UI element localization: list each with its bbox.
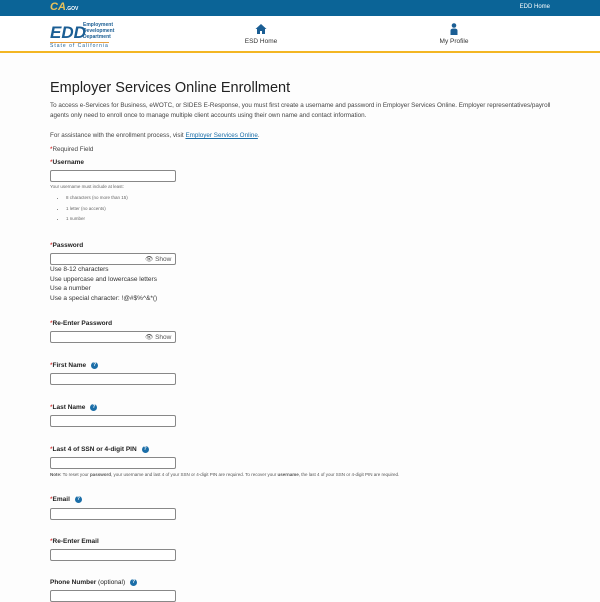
last-name-label: *Last Name ? bbox=[50, 404, 96, 412]
intro-text: To access e-Services for Business, eWOTC, or SIDES E-Response, you must first create a username and password in Employer Services Online. Employer representatives/payroll agents only need to enroll once to manage multiple client accounts using their own name and contact information. bbox=[50, 102, 551, 119]
dept-line: Employment bbox=[83, 22, 114, 28]
username-input[interactable] bbox=[50, 170, 176, 182]
top-bar bbox=[0, 0, 600, 16]
rule-item: • 1 number bbox=[66, 214, 128, 225]
home-icon bbox=[255, 23, 267, 35]
period: . bbox=[257, 132, 260, 139]
show-label: Show bbox=[155, 334, 172, 341]
label-text: Username bbox=[52, 159, 84, 166]
label-text: Password bbox=[52, 242, 84, 249]
logo-sub: .GOV bbox=[65, 6, 79, 12]
nav-esd-home[interactable] bbox=[240, 23, 282, 45]
email-input[interactable] bbox=[50, 508, 176, 520]
help-icon[interactable]: ? bbox=[92, 404, 96, 410]
show-password-button[interactable] bbox=[145, 255, 171, 263]
required-text: Required Field bbox=[52, 146, 94, 153]
email-label: *Email ? bbox=[50, 496, 80, 504]
show-label: Show bbox=[155, 256, 172, 263]
user-icon bbox=[448, 23, 460, 35]
username-label: *Username bbox=[50, 159, 84, 166]
note-text bbox=[50, 472, 570, 477]
note-bold: password bbox=[89, 472, 111, 477]
header bbox=[0, 16, 600, 53]
ssn-input[interactable] bbox=[50, 457, 176, 469]
note-prefix: Note: bbox=[50, 472, 62, 477]
rule-item: • 1 letter (no accents) bbox=[66, 204, 128, 215]
note-bold: username bbox=[277, 472, 299, 477]
nav-my-profile[interactable] bbox=[432, 23, 476, 45]
eye-icon: 👁 bbox=[145, 334, 154, 341]
last-name-input[interactable] bbox=[50, 415, 176, 427]
help-icon[interactable]: ? bbox=[132, 579, 136, 585]
reenter-password-label: *Re-Enter Password bbox=[50, 320, 113, 327]
ssn-label: *Last 4 of SSN or 4-digit PIN ? bbox=[50, 446, 147, 454]
rule-item: Use a number bbox=[50, 285, 91, 292]
reenter-email-input[interactable] bbox=[50, 549, 176, 561]
label-text: Re-Enter Email bbox=[52, 538, 99, 545]
employer-services-link[interactable]: Employer Services Online bbox=[185, 132, 258, 139]
logo-text: EDD bbox=[50, 23, 86, 42]
page-title: Employer Services Online Enrollment bbox=[50, 80, 291, 96]
dept-line: Department bbox=[83, 34, 111, 40]
eye-icon: 👁 bbox=[145, 256, 154, 263]
label-text: Phone Number bbox=[50, 579, 97, 587]
note-part: , your username and last 4 of your SSN or 4-digit PIN are required. To recover your bbox=[110, 472, 278, 477]
rule-item: Use uppercase and lowercase letters bbox=[50, 275, 157, 283]
logo-text: CA bbox=[50, 1, 66, 13]
logo-state: State of California bbox=[50, 43, 109, 49]
label-text: Email bbox=[52, 496, 70, 504]
note-part: To reset your bbox=[61, 472, 90, 477]
edd-logo[interactable] bbox=[50, 21, 120, 49]
phone-input[interactable] bbox=[50, 590, 176, 602]
reenter-email-label: *Re-Enter Email bbox=[50, 538, 99, 545]
required-note: *Required Field bbox=[50, 146, 94, 153]
optional-text: (optional) bbox=[98, 579, 126, 587]
username-rules bbox=[60, 193, 128, 225]
rule-item: Use 8-12 characters bbox=[50, 266, 109, 273]
assist-text bbox=[50, 131, 570, 141]
first-name-input[interactable] bbox=[50, 373, 176, 385]
password-rules bbox=[50, 265, 157, 303]
password-label: *Password bbox=[50, 242, 84, 249]
label-text: Last Name bbox=[52, 404, 86, 412]
rule-item: Use a special character: !@#$%^&*() bbox=[50, 294, 158, 302]
assist-label: For assistance with the enrollment process, visit bbox=[50, 132, 186, 139]
logo-dept bbox=[83, 22, 114, 40]
username-help: Your username must include at least: bbox=[50, 184, 124, 189]
dept-line: Development bbox=[83, 28, 115, 34]
label-text: Last 4 of SSN or 4-digit PIN bbox=[52, 446, 137, 454]
label-text: First Name bbox=[52, 362, 87, 370]
note-part: , the last 4 of your SSN or 4-digit PIN are required. bbox=[298, 472, 400, 477]
help-icon[interactable]: ? bbox=[76, 496, 80, 502]
nav-label: My Profile bbox=[439, 38, 469, 45]
label-text: Re-Enter Password bbox=[52, 320, 113, 327]
edd-home-link[interactable]: EDD Home bbox=[519, 4, 550, 10]
ca-gov-logo[interactable] bbox=[50, 1, 78, 13]
rule-item: • 8 characters (no more than 15) bbox=[66, 193, 128, 204]
help-icon[interactable]: ? bbox=[93, 362, 97, 368]
help-icon[interactable]: ? bbox=[143, 446, 147, 452]
phone-label bbox=[50, 579, 137, 586]
nav-label: ESD Home bbox=[244, 38, 278, 45]
show-reenter-password-button[interactable] bbox=[145, 333, 171, 341]
first-name-label: *First Name ? bbox=[50, 362, 97, 370]
